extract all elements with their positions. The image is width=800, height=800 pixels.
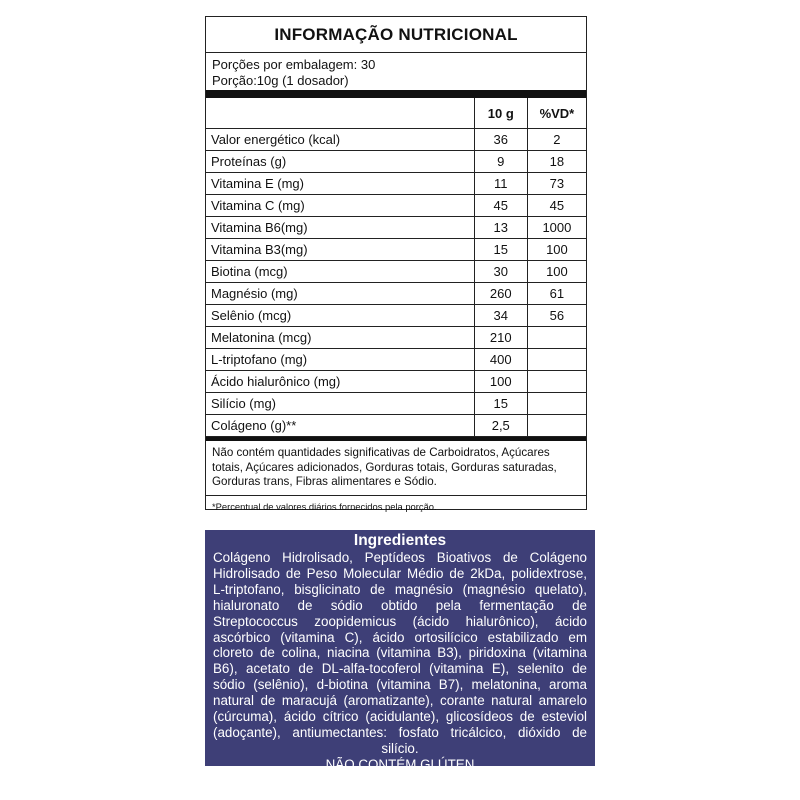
header-nutrient bbox=[206, 98, 474, 129]
header-dv: %VD* bbox=[527, 98, 586, 129]
table-row bbox=[206, 349, 586, 371]
cell-name: Selênio (mcg) bbox=[206, 305, 474, 327]
thick-divider bbox=[206, 90, 586, 98]
cell-dv bbox=[527, 327, 586, 349]
table-row bbox=[206, 393, 586, 415]
cell-amount: 9 bbox=[474, 151, 527, 173]
cell-name: Silício (mg) bbox=[206, 393, 474, 415]
cell-amount: 36 bbox=[474, 129, 527, 151]
ingredients-title: Ingredientes bbox=[353, 532, 447, 549]
serving-size: Porção:10g (1 dosador) bbox=[212, 73, 349, 88]
table-row bbox=[206, 239, 586, 261]
cell-name: Vitamina C (mg) bbox=[206, 195, 474, 217]
cell-amount: 2,5 bbox=[474, 415, 527, 437]
table-row bbox=[206, 305, 586, 327]
ingredients-panel bbox=[205, 530, 595, 772]
cell-amount: 30 bbox=[474, 261, 527, 283]
cell-dv: 45 bbox=[527, 195, 586, 217]
cell-amount: 15 bbox=[474, 239, 527, 261]
cell-name: Ácido hialurônico (mg) bbox=[206, 371, 474, 393]
table-row bbox=[206, 151, 586, 173]
nutrition-table bbox=[206, 98, 586, 437]
cell-amount: 34 bbox=[474, 305, 527, 327]
cell-amount: 45 bbox=[474, 195, 527, 217]
cell-amount: 260 bbox=[474, 283, 527, 305]
table-row bbox=[206, 173, 586, 195]
cell-name: Colágeno (g)** bbox=[206, 415, 474, 437]
cell-dv: 100 bbox=[527, 261, 586, 283]
table-row bbox=[206, 371, 586, 393]
cell-amount: 15 bbox=[474, 393, 527, 415]
cell-dv: 18 bbox=[527, 151, 586, 173]
ingredients-text: Colágeno Hidrolisado, Peptídeos Bioativos de Colágeno Hidrolisado de Peso Molecular Médio de 2kDa, polidextrose, L-triptofano, bisglicinato de magnésio (magnésio quelato), hialuronato de sódio obtido pela fermentação de Streptococcus zoopidemicus (ácido hialurônico), ácido ascórbico (vitamina C), ácido ortosilícico estabilizado em cloreto de colina, niacina (vitamina B3), piridoxina (vitamina B6), acetato de DL-alfa-tocoferol (vitamina E), selenito de sódio (selênio), d-biotina (vitamina B7), melatonina, aroma natural de maracujá (aromatizante), corante natural amarelo (cúrcuma), ácido cítrico (acidulante), glicosídeos de esteviol (adoçante), antiumectantes: fosfato tricálcico, dióxido de silício. bbox=[213, 550, 587, 756]
cell-dv: 1000 bbox=[527, 217, 586, 239]
servings-per-package: Porções por embalagem: 30 bbox=[212, 57, 376, 72]
cell-name: Vitamina E (mg) bbox=[206, 173, 474, 195]
cell-name: L-triptofano (mg) bbox=[206, 349, 474, 371]
cell-name: Magnésio (mg) bbox=[206, 283, 474, 305]
table-row bbox=[206, 283, 586, 305]
cell-dv: 100 bbox=[527, 239, 586, 261]
nutrition-facts-panel bbox=[205, 16, 587, 510]
nutrition-title: INFORMAÇÃO NUTRICIONAL bbox=[206, 17, 586, 53]
table-header-row bbox=[206, 98, 586, 129]
cell-name: Biotina (mcg) bbox=[206, 261, 474, 283]
cell-amount: 13 bbox=[474, 217, 527, 239]
table-row bbox=[206, 195, 586, 217]
cell-amount: 400 bbox=[474, 349, 527, 371]
cell-amount: 100 bbox=[474, 371, 527, 393]
table-row bbox=[206, 327, 586, 349]
table-row bbox=[206, 261, 586, 283]
cell-name: Vitamina B6(mg) bbox=[206, 217, 474, 239]
cell-dv: 56 bbox=[527, 305, 586, 327]
cell-name: Melatonina (mcg) bbox=[206, 327, 474, 349]
nutrition-notes: Não contém quantidades significativas de Carboidratos, Açúcares totais, Açúcares adicionados, Gorduras totais, Gorduras saturadas, Gorduras trans, Fibras alimentares e Sódio. bbox=[206, 441, 586, 496]
cell-amount: 11 bbox=[474, 173, 527, 195]
table-row bbox=[206, 217, 586, 239]
cell-name: Vitamina B3(mg) bbox=[206, 239, 474, 261]
gluten-statement: NÃO CONTÉM GLÚTEN bbox=[325, 756, 475, 772]
serving-info bbox=[206, 53, 586, 90]
header-amount: 10 g bbox=[474, 98, 527, 129]
cell-name: Proteínas (g) bbox=[206, 151, 474, 173]
cell-dv: 73 bbox=[527, 173, 586, 195]
cell-dv: 61 bbox=[527, 283, 586, 305]
table-row bbox=[206, 129, 586, 151]
table-row bbox=[206, 415, 586, 437]
cell-dv bbox=[527, 393, 586, 415]
cell-dv: 2 bbox=[527, 129, 586, 151]
cell-name: Valor energético (kcal) bbox=[206, 129, 474, 151]
nutrition-footnote: *Percentual de valores diários fornecidos pela porção. bbox=[212, 500, 437, 512]
cell-amount: 210 bbox=[474, 327, 527, 349]
cell-dv bbox=[527, 415, 586, 437]
cell-dv bbox=[527, 371, 586, 393]
cell-dv bbox=[527, 349, 586, 371]
